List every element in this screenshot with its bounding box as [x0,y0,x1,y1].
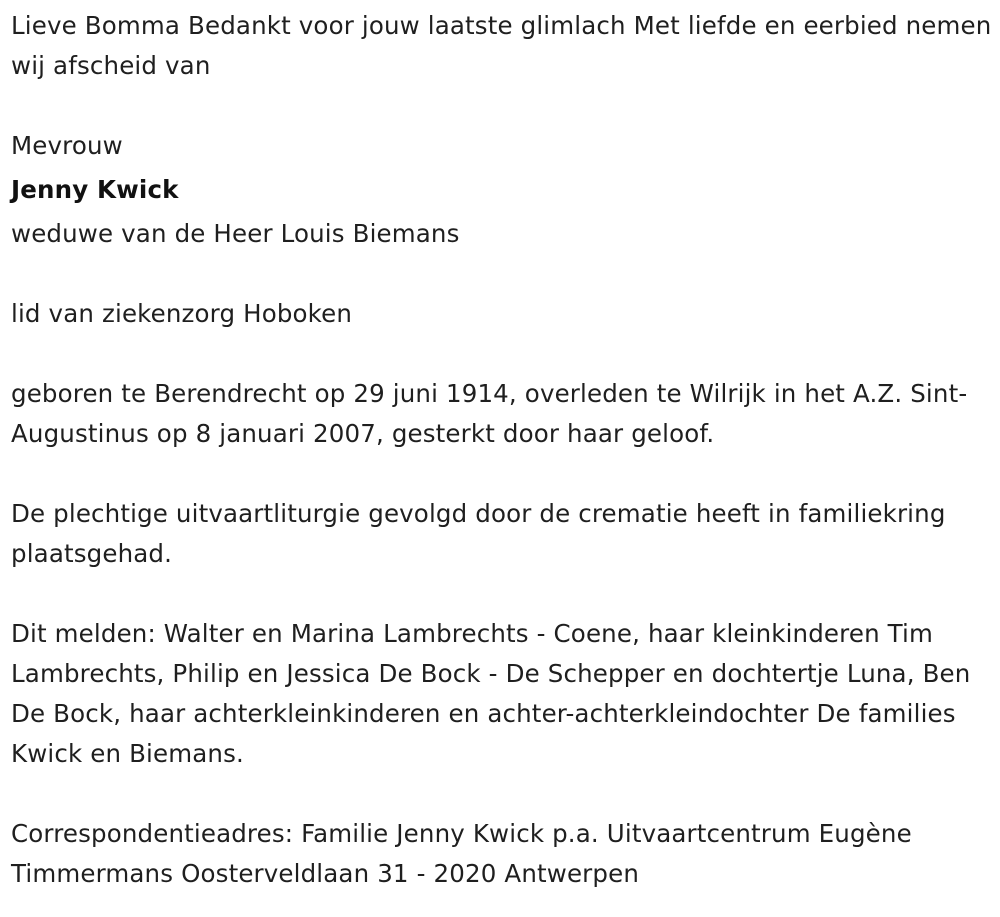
salutation: Mevrouw [11,131,123,160]
birth-death-text: geboren te Berendrecht op 29 juni 1914, overleden te Wilrijk in het A.Z. Sint-Augustinus op 8 januari 2007, gesterkt door haar geloof. [11,379,968,448]
spacer [11,254,996,294]
intro-text: Lieve Bomma Bedankt voor jouw laatste glimlach Met liefde en eerbied nemen wij afscheid van [11,11,992,80]
spacer [11,334,996,374]
obituary-notice [11,6,996,894]
spacer [11,774,996,814]
spacer [11,86,996,126]
deceased-name: Jenny Kwick [11,175,179,204]
spacer [11,574,996,614]
funeral-text: De plechtige uitvaartliturgie gevolgd door de crematie heeft in familiekring plaatsgehad. [11,499,946,568]
widow-of-text: weduwe van de Heer Louis Biemans [11,219,460,248]
membership-text: lid van ziekenzorg Hoboken [11,299,353,328]
announcers-text: Dit melden: Walter en Marina Lambrechts - Coene, haar kleinkinderen Tim Lambrechts, Philip en Jessica De Bock - De Schepper en dochtertje Luna, Ben De Bock, haar achterkleinkinderen en achter-achterkleindochter De families Kwick en Biemans. [11,619,971,768]
correspondence-address: Correspondentieadres: Familie Jenny Kwick p.a. Uitvaartcentrum Eugène Timmermans Oosterveldlaan 31 - 2020 Antwerpen [11,819,912,888]
spacer [11,454,996,494]
